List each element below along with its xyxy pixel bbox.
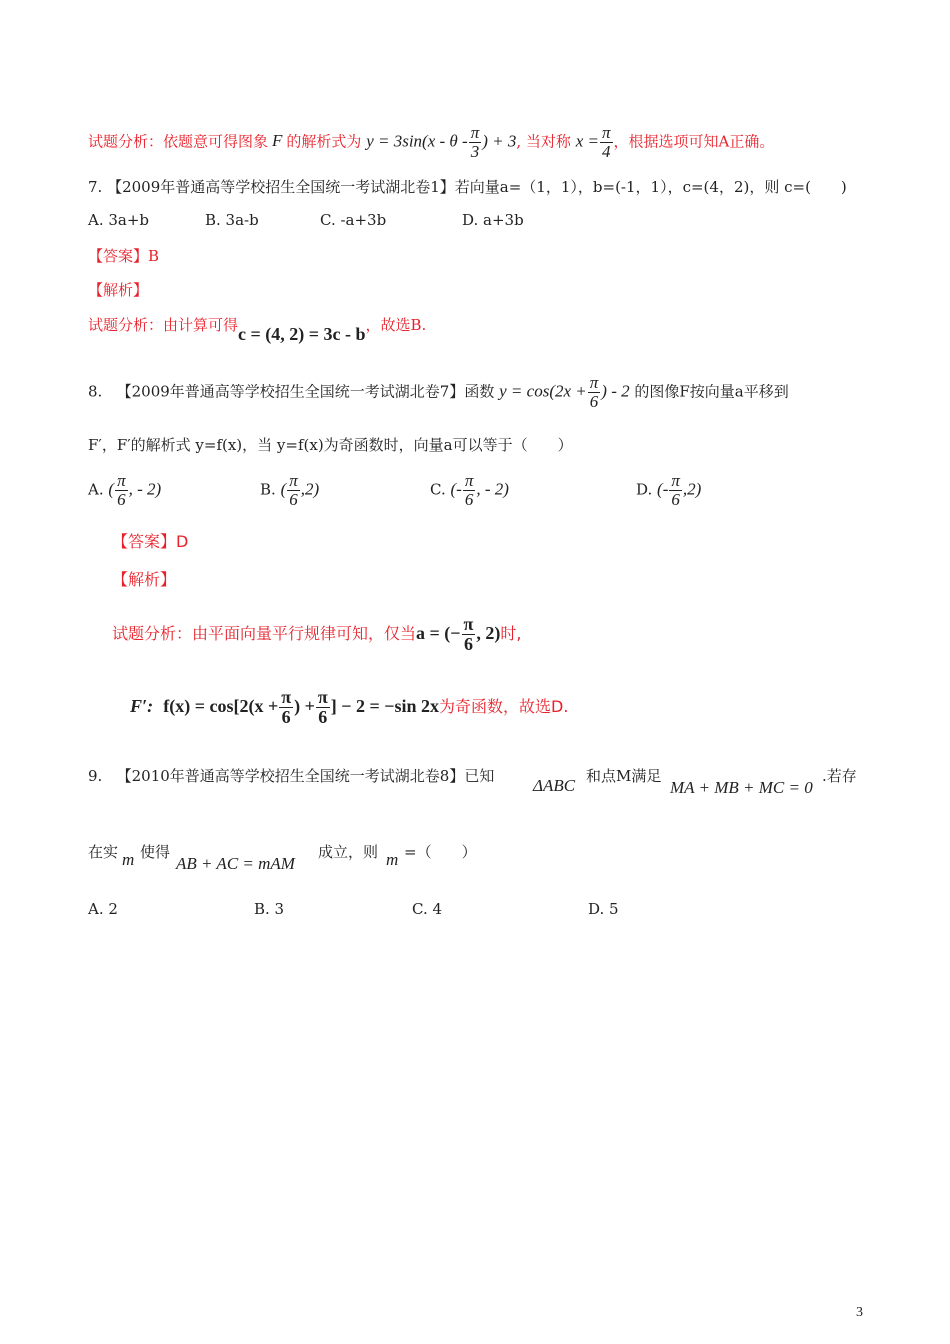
q8-option-b: B. ( $\frac{\pi}{6}$ ,2) <box>260 471 320 509</box>
q7-option-c: C. -a+3b <box>320 211 387 229</box>
q8-stem-a: 【2009年普通高等学校招生全国统一考试湖北卷7】函数 <box>116 382 495 401</box>
q6-x-eq: x = <box>575 131 599 151</box>
q8-fn-right: ) - 2 <box>601 381 630 401</box>
q7-stem: 7. 【2009年普通高等学校招生全国统一考试湖北卷1】若向量a=（1，1），b=(-1，1），c=(4，2)，则 c=( ) <box>88 178 847 196</box>
q7-analysis-prefix: 试题分析：由计算可得 <box>88 316 239 334</box>
q6-F-label: F <box>272 131 283 151</box>
q7-answer: 【答案】B <box>88 247 160 265</box>
q8-line2: F′，F′的解析式 y=f(x)，当 y=f(x)为奇函数时，向量a可以等于（ ） <box>88 436 573 454</box>
q8-option-d: D. (- $\frac{\pi}{6}$ ,2) <box>636 471 702 509</box>
q8-option-a: A. ( $\frac{\pi}{6}$ , - 2) <box>88 471 162 509</box>
q9-vec-eq: MA + MB + MC = 0 <box>670 778 813 797</box>
q6-eq-right: ) + 3 <box>482 131 517 151</box>
q8-fn-frac: $\frac{\pi}{6}$ <box>589 373 599 411</box>
q8-analysis2-label: F′: <box>130 695 154 716</box>
q9-option-b: B. 3 <box>254 900 285 918</box>
q8-analysis1-math-a: a = (− <box>416 622 461 643</box>
q8-analysis2-frac2: $\frac{\pi}{6}$ <box>317 687 328 727</box>
q8-analysis1-math-b: , 2) <box>476 622 501 643</box>
q9-num: 9. <box>88 767 103 785</box>
q7-option-b: B. 3a-b <box>205 211 259 229</box>
q8-analysis2-math-b: ) + <box>294 695 315 716</box>
q8-analysis2-math-c: ] − 2 = −sin 2x <box>330 695 440 716</box>
q8-fn-left: y = cos(2x + <box>499 381 587 401</box>
q9-option-d: D. 5 <box>588 900 619 918</box>
q9-line2-a: 在实 <box>88 843 119 861</box>
q8-analysis1-prefix: 试题分析：由平面向量平行规律可知，仅当 <box>112 623 417 643</box>
q9-option-c: C. 4 <box>412 900 443 918</box>
q7-option-d: D. a+3b <box>462 211 524 229</box>
q8-analysis2-math-a: f(x) = cos[2(x + <box>163 695 279 716</box>
q8-stem <box>88 374 789 411</box>
q9-line2-c: 成立，则 <box>318 843 379 861</box>
q6-analysis-suffix: ，根据选项可知A正确。 <box>613 132 775 151</box>
q8-stem-b: 的图像F按向量a平移到 <box>634 382 789 401</box>
q6-eq-left: y = 3sin(x - θ - <box>366 131 468 151</box>
q8-answer: 【答案】D <box>112 532 189 551</box>
q8-num: 8. <box>88 382 103 401</box>
q9-stem <box>88 765 494 786</box>
q7-analysis-formula: c = (4, 2) = 3c - b <box>238 324 366 344</box>
q8-analysis2 <box>130 688 568 727</box>
q8-analysis1-suffix: 时, <box>500 623 522 643</box>
q6-analysis-prefix: 试题分析：依题意可得图象 <box>88 132 269 151</box>
q6-analysis <box>88 124 774 161</box>
q8-analysis1-frac: $\frac{\pi}{6}$ <box>463 614 474 654</box>
q6-frac-pi-4: $\frac{\pi}{4}$ <box>601 123 611 161</box>
q9-m2: m <box>386 850 399 869</box>
q7-option-a: A. 3a+b <box>88 211 150 229</box>
q8-analysis1 <box>112 615 522 654</box>
q8-analysis2-suffix: 为奇函数，故选D. <box>439 696 569 716</box>
q7-analysis <box>88 314 427 344</box>
q8-analysis2-frac1: $\frac{\pi}{6}$ <box>281 687 292 727</box>
q8-jiexi: 【解析】 <box>112 570 177 589</box>
q7-analysis-suffix: ，故选B. <box>365 316 427 334</box>
q6-frac-pi-3: $\frac{\pi}{3}$ <box>470 123 480 161</box>
q6-comma-text: , 当对称 <box>516 132 571 151</box>
page-number: 3 <box>856 1305 863 1320</box>
q9-vec-eq2: AB + AC = mAM <box>176 854 295 873</box>
q9-option-a: A. 2 <box>88 900 118 918</box>
q9-m1: m <box>122 850 135 869</box>
q9-stem-a: 【2010年普通高等学校招生全国统一考试湖北卷8】已知 <box>116 767 495 785</box>
q7-jiexi: 【解析】 <box>88 281 149 299</box>
q9-line2-d: =（ ） <box>404 843 477 861</box>
q8-option-c: C. (- $\frac{\pi}{6}$ , - 2) <box>430 471 509 509</box>
q9-line2-b: 使得 <box>140 843 171 861</box>
q9-stem-c: .若存 <box>822 767 857 785</box>
q9-stem-b: 和点M满足 <box>586 767 662 785</box>
q9-triangle: ΔABC <box>533 776 576 795</box>
q6-analysis-mid: 的解析式为 <box>286 132 362 151</box>
